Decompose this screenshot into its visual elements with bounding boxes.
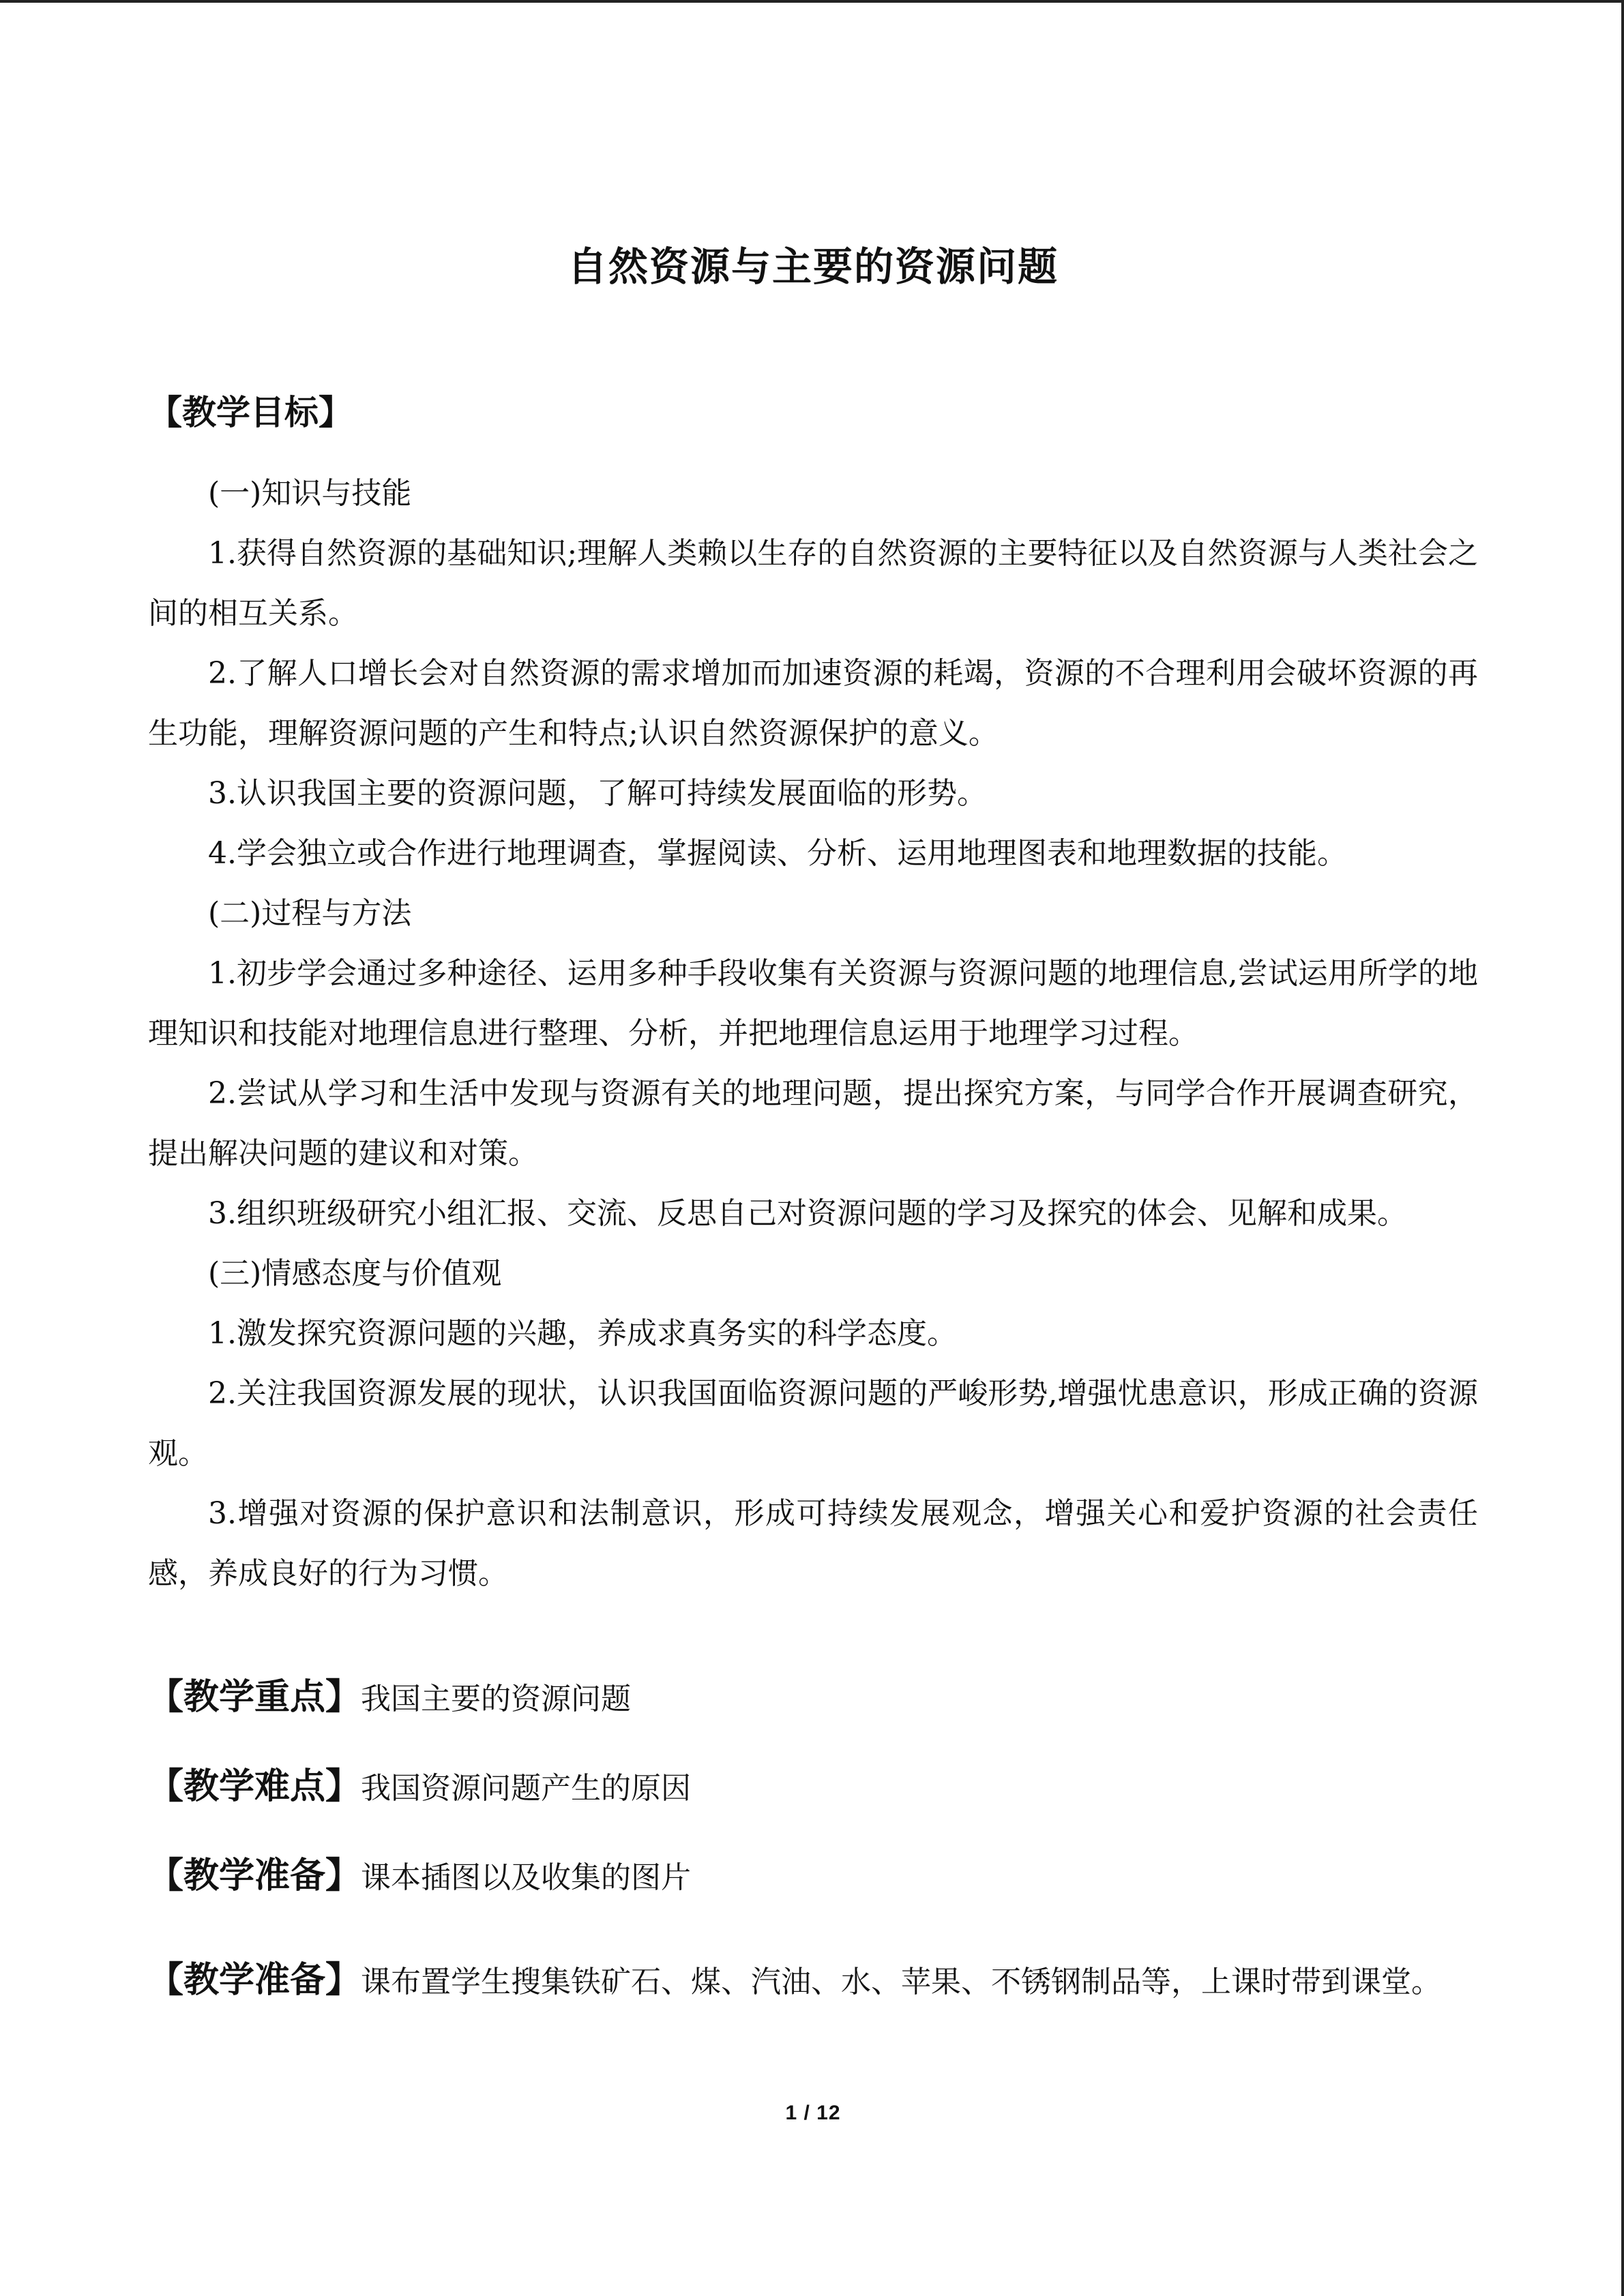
paragraph: 2.尝试从学习和生活中发现与资源有关的地理问题，提出探究方案，与同学合作开展调查研究，提出解决问题的建议和对策。 (148, 1076, 1478, 1171)
paragraph: 2.了解人口增长会对自然资源的需求增加而加速资源的耗竭，资源的不合理利用会破坏资源的再生功能，理解资源问题的产生和特点;认识自然资源保护的意义。 (148, 656, 1478, 751)
key-point-label: 【教学准备】 (148, 1959, 361, 2001)
objectives-heading: 【教学目标】 (148, 392, 353, 432)
document-title: 自然资源与主要的资源问题 (567, 243, 1059, 290)
objectives-body (148, 464, 1478, 1604)
document-page (148, 0, 1478, 2296)
paragraph: 3.组织班级研究小组汇报、交流、反思自己对资源问题的学习及探究的体会、见解和成果。 (208, 1196, 1407, 1231)
paragraph: 4.学会独立或合作进行地理调查，掌握阅读、分析、运用地理图表和地理数据的技能。 (208, 836, 1347, 871)
key-point-label: 【教学难点】 (148, 1765, 361, 1807)
key-points-section (148, 1671, 1478, 2058)
key-point-text: 我国资源问题产生的原因 (361, 1771, 692, 1806)
key-point-preparation (148, 1849, 1478, 1905)
key-point-text: 我国主要的资源问题 (361, 1682, 632, 1716)
key-point-focus (148, 1671, 1478, 1726)
paragraph: 1.激发探究资源问题的兴趣，养成求真务实的科学态度。 (208, 1316, 957, 1351)
key-point-label: 【教学准备】 (148, 1855, 361, 1896)
subheading-attitude-values: (三)情感态度与价值观 (208, 1256, 502, 1291)
paragraph: 2.关注我国资源发展的现状，认识我国面临资源问题的严峻形势,增强忧患意识，形成正确的资源观。 (148, 1376, 1478, 1471)
key-point-preparation-2 (148, 1939, 1478, 2024)
page-right-border (1621, 0, 1624, 2296)
subheading-knowledge-skills: (一)知识与技能 (208, 476, 412, 511)
paragraph: 1.初步学会通过多种途径、运用多种手段收集有关资源与资源问题的地理信息,尝试运用所学的地理知识和技能对地理信息进行整理、分析，并把地理信息运用于地理学习过程。 (148, 956, 1478, 1051)
paragraph: 3.认识我国主要的资源问题，了解可持续发展面临的形势。 (208, 776, 987, 811)
key-point-label: 【教学重点】 (148, 1676, 361, 1718)
key-point-text: 课布置学生搜集铁矿石、煤、汽油、水、苹果、不锈钢制品等，上课时带到课堂。 (361, 1965, 1442, 1999)
page-number: 1 / 12 (785, 2102, 841, 2124)
key-point-text: 课本插图以及收集的图片 (361, 1860, 692, 1895)
key-point-difficulty (148, 1760, 1478, 1815)
paragraph: 3.增强对资源的保护意识和法制意识，形成可持续发展观念，增强关心和爱护资源的社会责任感，养成良好的行为习惯。 (148, 1496, 1478, 1591)
paragraph: 1.获得自然资源的基础知识;理解人类赖以生存的自然资源的主要特征以及自然资源与人类社会之间的相互关系。 (148, 536, 1478, 631)
subheading-process-method: (二)过程与方法 (208, 896, 412, 931)
